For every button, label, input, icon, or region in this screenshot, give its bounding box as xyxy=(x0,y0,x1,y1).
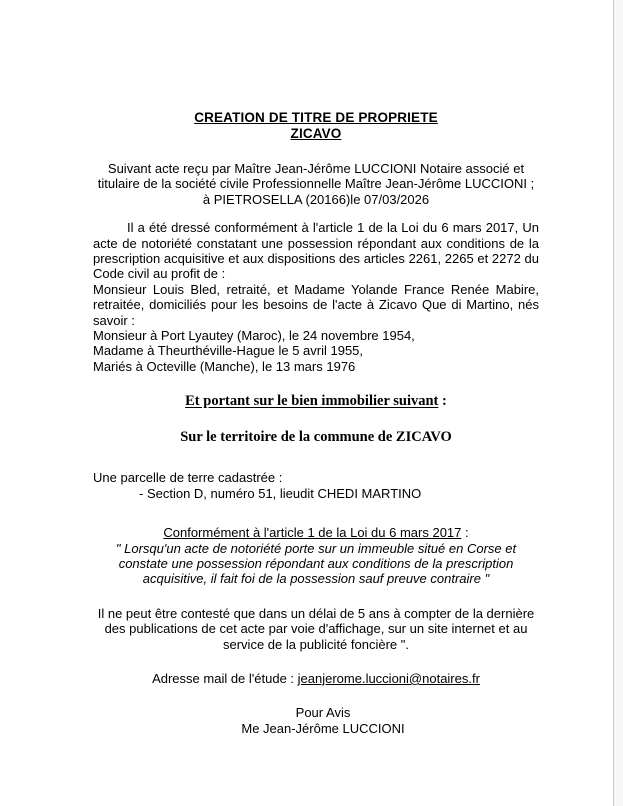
law-quote: " Lorsqu'un acte de notoriété porte sur un immeuble situé en Corse et constate une possession répondant aux conditions de la prescription acquisitive, il fait foi de la possession sauf preuve contraire " xyxy=(115,540,517,587)
page-scroll-gutter[interactable] xyxy=(614,0,623,806)
title-line-2-text: ZICAVO xyxy=(290,126,342,141)
birth-line-1: Monsieur à Port Lyautey (Maroc), le 24 novembre 1954, xyxy=(93,328,415,344)
title-line-1-text: CREATION DE TITRE DE PROPRIETE xyxy=(194,110,438,125)
signature-line-2: Me Jean-Jérôme LUCCIONI xyxy=(241,720,405,736)
intro-line-3: à PIETROSELLA (20166)le 07/03/2026 xyxy=(202,191,430,207)
law-heading-suffix: : xyxy=(461,525,469,541)
body-paragraph-2: Monsieur Louis Bled, retraité, et Madame Yolande France Renée Mabire, retraitée, domiciliés pour les besoins de l'acte à Zicavo Que di Martino, nés savoir : xyxy=(93,281,539,328)
spacer xyxy=(93,446,539,470)
law-heading xyxy=(93,525,539,540)
spacer xyxy=(93,587,539,606)
spacer xyxy=(93,207,539,220)
birth-details xyxy=(93,328,539,374)
property-heading xyxy=(93,393,539,410)
birth-line-2: Madame à Theurthéville-Hague le 5 avril 1955, xyxy=(93,343,364,359)
spacer xyxy=(93,501,539,525)
spacer xyxy=(93,686,539,705)
property-heading-text: Et portant sur le bien immobilier suivant xyxy=(185,393,439,410)
intro-line-2: titulaire de la société civile Professionnelle Maître Jean-Jérôme LUCCIONI ; xyxy=(97,176,535,192)
parcel-intro: Une parcelle de terre cadastrée : xyxy=(93,470,283,486)
contact-line xyxy=(93,671,539,686)
intro-line-1: Suivant acte reçu par Maître Jean-Jérôme LUCCIONI Notaire associé et xyxy=(107,161,525,176)
contact-email-link[interactable]: jeanjerome.luccioni@notaires.fr xyxy=(297,670,480,686)
spacer xyxy=(93,652,539,671)
property-heading-suffix: : xyxy=(438,393,447,410)
signature-block xyxy=(93,705,539,736)
document-body xyxy=(93,110,539,736)
parcel-detail: - Section D, numéro 51, lieudit CHEDI MARTINO xyxy=(139,485,422,501)
spacer xyxy=(93,374,539,393)
body-paragraph-1: Il a été dressé conformément à l'article 1 de la Loi du 6 mars 2017, Un acte de notoriété constatant une possession répondant aux conditions de la prescription acquisitive et aux dispositions des articles 2261, 2265 et 2272 du Code civil au profit de : xyxy=(93,220,539,282)
property-subheading: Sur le territoire de la commune de ZICAVO xyxy=(180,429,452,446)
spacer xyxy=(93,410,539,429)
title-line-1 xyxy=(93,110,539,126)
law-heading-text: Conformément à l'article 1 de la Loi du 6 mars 2017 xyxy=(163,525,462,541)
intro-block xyxy=(93,161,539,207)
contest-paragraph: Il ne peut être contesté que dans un délai de 5 ans à compter de la dernière des publications de cet acte par voie d'affichage, sur un site internet et au service de la publicité foncière ". xyxy=(97,605,535,652)
title-line-2 xyxy=(93,126,539,142)
signature-line-1: Pour Avis xyxy=(295,705,351,721)
contact-label: Adresse mail de l'étude : xyxy=(152,670,298,686)
document-title xyxy=(93,110,539,142)
birth-line-3: Mariés à Octeville (Manche), le 13 mars 1976 xyxy=(93,358,356,374)
